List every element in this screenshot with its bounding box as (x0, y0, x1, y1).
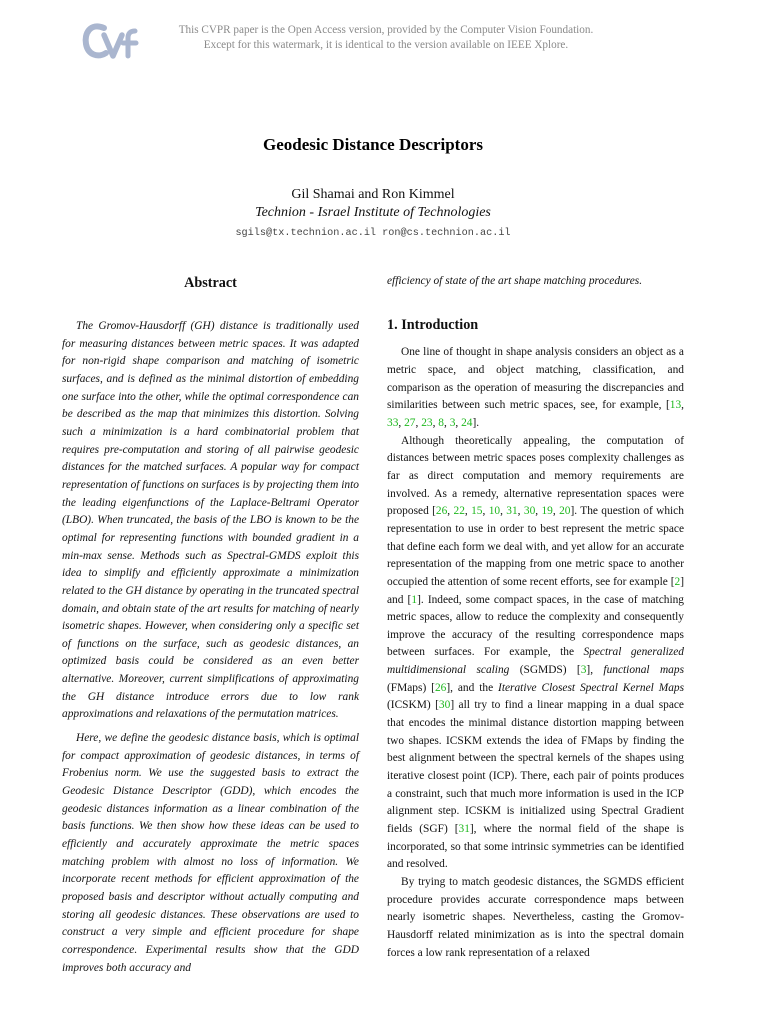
right-column (387, 270, 684, 962)
abstract-continuation: efficiency of state of the art shape matching procedures. (387, 275, 643, 287)
citation-link[interactable]: 33 (387, 416, 399, 429)
intro-p2-s11: ], where the normal field of the shape is incorporated, so that some intrinsic symmetries can be identified and resolved. (387, 823, 684, 871)
watermark (160, 23, 612, 53)
citation-link[interactable]: 30 (438, 699, 451, 712)
intro-p1-text: One line of thought in shape analysis considers an object as a metric space, and object matching, classification, and comparison as the operation of measuring the discrepancies and similarities between such metric spaces, see, for example, [ (387, 346, 684, 412)
term-fmaps: functional maps (603, 664, 684, 677)
cvf-logo (82, 20, 140, 62)
citation-link[interactable]: 24 (461, 416, 473, 429)
author-emails: sgils@tx.technion.ac.il ron@cs.technion.ac.il (235, 228, 511, 239)
intro-p2-s3: ] and [ (387, 575, 684, 606)
intro-p2-s9: (ICSKM) [ (387, 699, 439, 712)
intro-p2-s2: ]. The question of which representation to use in order to best represent the metric space that define each form we deal with, and yet allow for an accurate representation of the mapping from one metric space to another occupied the attention of some recent efforts, see for example [ (387, 505, 684, 588)
citation-link[interactable]: 1 (411, 593, 418, 606)
watermark-line-1: This CVPR paper is the Open Access version, provided by the Computer Vision Foundation. (178, 24, 594, 36)
citation-link[interactable]: 26 (435, 505, 448, 518)
citation-link[interactable]: 10 (488, 505, 501, 518)
intro-paragraph-3: By trying to match geodesic distances, the SGMDS efficient procedure provides accurate correspondence maps between nearly isometric shapes. Nevertheless, casting the Gromov-Hausdorff related minimization as is into the spectral domain forces a low rank representation of a relaxed (387, 876, 684, 959)
citation-link[interactable]: 15 (471, 505, 483, 518)
citation-link[interactable]: 3 (449, 416, 456, 429)
paper-title: Geodesic Distance Descriptors (262, 135, 483, 154)
intro-p2-s6: ], (586, 664, 604, 677)
citation-link[interactable]: 23 (421, 416, 433, 429)
author-block (0, 186, 746, 243)
citation-link[interactable]: 2 (674, 575, 681, 588)
citation-link[interactable]: 30 (523, 505, 536, 518)
intro-paragraph-1: One line of thought in shape analysis considers an object as a metric space, and object matching, classification, and comparison as the operation of measuring the discrepancies and similarities between such metric spaces, see, for example, [13, 33, 27, 23, 8, 3, 24]. (387, 346, 684, 429)
intro-p2-s1: Although theoretically appealing, the computation of distances between metric spaces poses complexity challenges as far as direct computation and memory requirements are involved. As a remedy, alternative representation spaces were proposed [ (387, 434, 684, 518)
intro-p2-s8: ], and the (446, 681, 499, 694)
citation-link[interactable]: 20 (559, 505, 571, 518)
intro-paragraph-2: Although theoretically appealing, the computation of distances between metric spaces poses complexity challenges as far as direct computation and memory requirements are involved. As a remedy, alternative representation spaces were proposed [26, 22, 15, 10, 31, 30, 19, 20]. The question of which representation to use in order to best represent the metric space that define each form we deal with, and yet allow for an accurate representation of the mapping from one metric space to another occupied the attention of some recent efforts, see for example [2] and [1]. Indeed, some compact spaces, in the case of matching metric spaces, allow to reduce the complexity and consequently improve the accuracy of the resulting correspondence maps between surfaces. For example, the Spectral generalized multidimensional scaling (SGMDS) [3], functional maps (FMaps) [26], and the Iterative Closest Spectral Kernel Maps (ICSKM) [30] all try to find a linear mapping in a dual space that encodes the minimal distance distortion mapping between two shapes. ICSKM extends the idea of FMaps by finding the best alignment between the spectral kernels of the shapes using iterative closest point (ICP). There, each pair of points produces a constraint, such that much more information is used in the ICP alignment step. ICSKM is initialized using Spectral Gradient fields (SGF) [31], where the normal field of the shape is incorporated, so that some intrinsic symmetries can be identified and resolved. (387, 434, 685, 871)
intro-p1-end: ]. (472, 416, 480, 429)
intro-p2-s10: ] all try to find a linear mapping in a dual space that encodes the minimal distance distortion mapping between two shapes. ICSKM extends the idea of FMaps by finding the best alignment between the spectral kernels of the shapes using iterative closest point (ICP). There, each pair of points produces a constraint, such that much more information is used in the ICP alignment step. ICSKM is initialized using Spectral Gradient fields (SGF) [ (387, 699, 684, 836)
citation-link[interactable]: 3 (580, 664, 587, 677)
intro-p2-s7: (FMaps) [ (387, 681, 435, 694)
intro-p2-s4: ]. Indeed, some compact spaces, in the case of matching metric spaces, allow to reduce the complexity and consequently improve the accuracy of the resulting correspondence maps between surfaces. For example, the (387, 593, 684, 659)
citation-link[interactable]: 31 (506, 505, 518, 518)
abstract-paragraph-1: The Gromov-Hausdorff (GH) distance is traditionally used for measuring distances between metric spaces. It was adapted for non-rigid shape comparison and matching of isometric surfaces, and is defined as the minimal distortion of embedding one surface into the other, while the optimal correspondence can be described as the map that minimizes this distortion. Solving such a minimization is a hard combinatorial problem that requires pre-computation and storing of all pairwise geodesic distances for the matched surfaces. A popular way for compact representation of functions on surfaces is by projecting them into the leading eigenfunctions of the Laplace-Beltrami Operator (LBO). When truncated, the basis of the LBO is known to be the optimal for representing functions with bounded gradient in a min-max sense. Methods such as Spectral-GMDS exploit this idea to simplify and efficiently approximate a minimization related to the GH distance by operating in the truncated spectral domain, and obtain state of the art results for matching of nearly isometric shapes. However, when considering only a specific set of functions on the surface, such as geodesic distances, an optimized basis could be considered as an even better alternative. Moreover, current simplifications of approximating the GH distance introduce errors due to low rank approximations and relaxations of the permutation matrices. (62, 320, 359, 721)
left-column (62, 270, 359, 977)
watermark-line-2: Except for this watermark, it is identical to the version available on IEEE Xplore. (203, 39, 569, 51)
section-heading-introduction: 1. Introduction (387, 316, 479, 333)
term-sgmds: Spectral generalized multidimensional scaling (387, 646, 684, 677)
citation-link[interactable]: 8 (438, 416, 444, 429)
citation-link[interactable]: 19 (541, 505, 553, 518)
citation-link[interactable]: 22 (453, 505, 465, 518)
citation-link[interactable]: 27 (404, 416, 416, 429)
citation-link[interactable]: 26 (434, 681, 447, 694)
abstract-heading: Abstract (184, 275, 237, 291)
author-names: Gil Shamai and Ron Kimmel (291, 187, 455, 202)
intro-p2-s5: (SGMDS) [ (509, 664, 581, 677)
abstract-paragraph-2: Here, we define the geodesic distance basis, which is optimal for compact approximation of geodesic distances, in terms of Frobenius norm. We use the suggested basis to extract the Geodesic Distance Descriptor (GDD), which encodes the geodesic distances information as a linear combination of the basis functions. We then show how these ideas can be used to efficiently and accurately approximate the metric spaces matching problem with almost no loss of information. We incorporate recent methods for efficient approximation of the proposed basis and descriptor without actually computing and storing all geodesic distances. These observations are used to construct a very simple and efficient procedure for shape correspondence. Experimental results show that the GDD improves both accuracy and (62, 732, 359, 974)
citation-link[interactable]: 31 (458, 823, 470, 836)
term-icskm: Iterative Closest Spectral Kernel Maps (498, 681, 685, 694)
affiliation: Technion - Israel Institute of Technologies (255, 205, 491, 220)
citation-link[interactable]: 13 (669, 399, 682, 412)
